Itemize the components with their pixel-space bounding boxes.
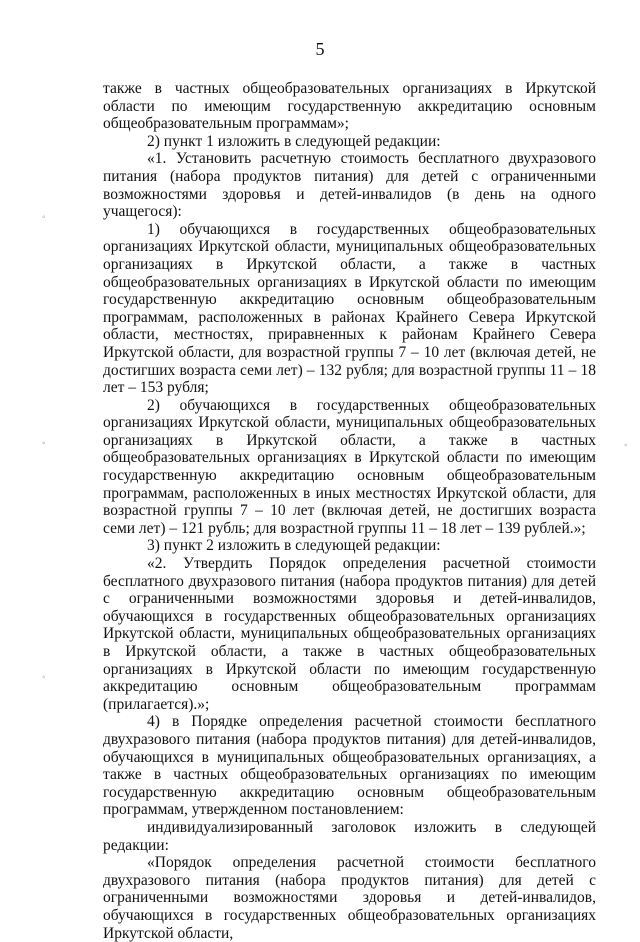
paragraph-subitem-2: 2) обучающихся в государственных общеобразовательных организациях Иркутской области, муниципальных общеобразовательных организациях в Иркутской области, а также в частных общеобразовательных организациях в Иркутской области по имеющим государственную аккредитацию основным общеобразовательным программам, расположенных в иных местностях Иркутской области, для возрастной группы 7 – 10 лет (включая детей, не достигших возраста семи лет) – 121 рубль; для возрастной группы 11 – 18 лет – 139 рублей.»; xyxy=(103,396,596,537)
paragraph-item-3: 3) пункт 2 изложить в следующей редакции: xyxy=(147,537,441,555)
paragraph-subitem-1: 1) обучающихся в государственных общеобразовательных организациях Иркутской области, муниципальных общеобразовательных организациях в Иркутской области, а также в частных общеобразовательных организациях в Иркутской области по имеющим государственную аккредитацию основным общеобразовательным программам, расположенных в районах Крайнего Севера Иркутской области, местностях, приравненных к районам Крайнего Севера Иркутской области, для возрастной группы 7 – 10 лет (включая детей, не достигших возраста семи лет) – 132 рубля; для возрастной группы 11 – 18 лет – 153 рубля; xyxy=(103,220,596,397)
paragraph-point-2-text: «2. Утвердить Порядок определения расчетной стоимости бесплатного двухразового питания (набора продуктов питания) для детей с ограниченными возможностями здоровья и детей-инвалидов, обучающихся в государственных общеобразовательных организациях Иркутской области, муниципальных общеобразовательных организациях в Иркутской области, а также в частных общеобразовательных организациях в Иркутской области по имеющим государственную аккредитацию основным общеобразовательным программам (прилагается).»; xyxy=(103,555,596,713)
paragraph-continuation: также в частных общеобразовательных организациях в Иркутской области по имеющим государственную аккредитацию основным общеобразовательным программам»; xyxy=(103,80,596,133)
paragraph-heading-text: «Порядок определения расчетной стоимости бесплатного двухразового питания (набора продуктов питания) для детей с ограниченными возможностями здоровья и детей-инвалидов, обучающихся в государственных общеобразовательных организациях Иркутской области, xyxy=(103,854,596,942)
document-body xyxy=(103,80,596,942)
paragraph-item-4: 4) в Порядке определения расчетной стоимости бесплатного двухразового питания (набора продуктов питания) для детей-инвалидов, обучающихся в муниципальных общеобразовательных организациях, а также в частных общеобразовательных организациях по имеющим государственную аккредитацию основным общеобразовательным программам, утвержденном постановлением: xyxy=(103,713,596,819)
page-number: 5 xyxy=(315,39,325,59)
paragraph-item-2: 2) пункт 1 изложить в следующей редакции: xyxy=(147,132,441,150)
scan-mark: ◦ xyxy=(624,440,628,451)
paragraph-point-1-text: «1. Установить расчетную стоимость бесплатного двухразового питания (набора продуктов питания) для детей с ограниченными возможностями здоровья и детей-инвалидов (в день на одного учащегося): xyxy=(103,150,596,221)
scan-mark: ◦ xyxy=(42,438,46,449)
paragraph-heading-instruction: индивидуализированный заголовок изложить в следующей редакции: xyxy=(103,818,596,854)
scan-mark: ◦ xyxy=(42,212,46,223)
scan-mark: ◦ xyxy=(42,672,46,683)
